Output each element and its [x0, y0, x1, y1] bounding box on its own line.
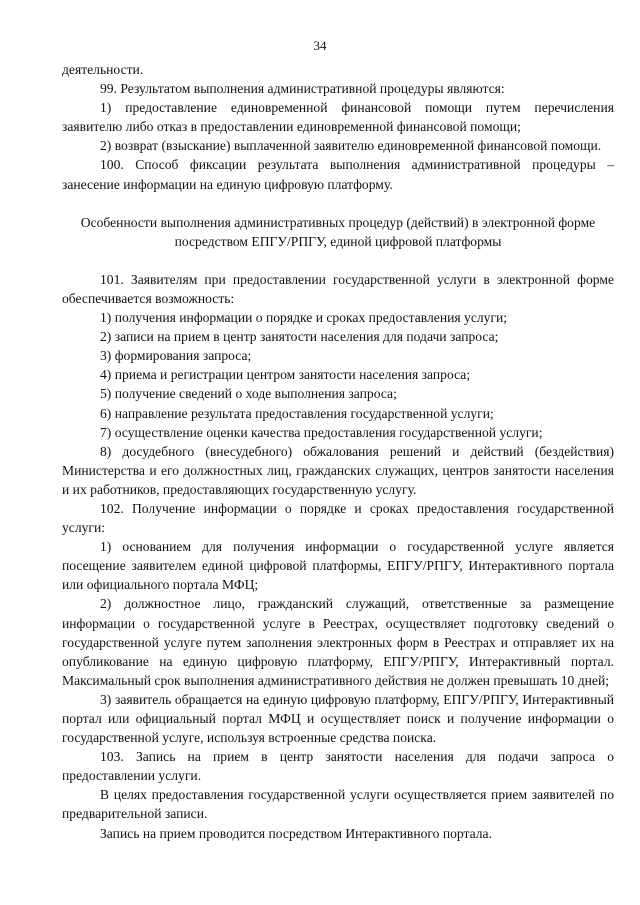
paragraph: 100. Способ фиксации результата выполнения административной процедуры – занесение информации на единую цифровую платформу.	[62, 157, 614, 192]
paragraph: 2) возврат (взыскание) выплаченной заявителю единовременной финансовой помощи.	[100, 138, 602, 154]
list-item: 8) досудебного (внесудебного) обжалования решений и действий (бездействия) Министерства и его должностных лиц, гражданских служащих, центров занятости населения и их работников, предоставляющих государственную услугу.	[62, 443, 614, 497]
list-item: 3) формирования запроса;	[100, 348, 252, 364]
list-item: 7) осуществление оценки качества предоставления государственной услуги;	[100, 424, 543, 440]
list-item: 2) записи на прием в центр занятости населения для подачи запроса;	[100, 329, 499, 345]
list-item: 3) заявитель обращается на единую цифровую платформу, ЕПГУ/РПГУ, Интерактивный портал или официальный портал МФЦ и осуществляет поиск и получение информации о государственной услуге, используя встроенные средства поиска.	[62, 691, 614, 746]
section-heading: Особенности выполнения административных процедур (действий) в электронной форме посредством ЕПГУ/РПГУ, единой цифровой платформы	[80, 214, 596, 249]
list-item: 1) основанием для получения информации о государственной услуге является посещение заявителем единой цифровой платформы, ЕПГУ/РПГУ, Интерактивного портала или официального портала МФЦ;	[62, 539, 614, 593]
list-item: 1) получения информации о порядке и сроках предоставления услуги;	[100, 310, 508, 326]
paragraph: деятельности.	[62, 62, 144, 77]
list-item: 5) получение сведений о ходе выполнения запроса;	[100, 386, 397, 402]
paragraph: В целях предоставления государственной услуги осуществляется прием заявителей по предварительной записи.	[62, 787, 614, 822]
page-number: 34	[313, 38, 327, 53]
paragraph: 103. Запись на прием в центр занятости населения для подачи запроса о предоставлении услуги.	[62, 749, 614, 784]
paragraph: 99. Результатом выполнения административной процедуры являются:	[100, 81, 505, 97]
paragraph: 101. Заявителям при предоставлении государственной услуги в электронной форме обеспечивается возможность:	[62, 271, 614, 306]
list-item: 2) должностное лицо, гражданский служащий, ответственные за размещение информации о государственной услуге в Реестрах, осуществляет подготовку сведений о государственной услуге путем заполнения электронных форм в Реестрах и отправляет их на опубликование на единую цифровую платформу, ЕПГУ/РПГУ, Интерактивный портал. Максимальный срок выполнения административного действия не должен превышать 10 дней;	[62, 596, 614, 688]
paragraph: 1) предоставление единовременной финансовой помощи путем перечисления заявителю либо отказ в предоставлении единовременной финансовой помощи;	[62, 100, 614, 135]
document-body	[62, 60, 614, 843]
paragraph: 102. Получение информации о порядке и сроках предоставления государственной услуги:	[62, 500, 614, 536]
list-item: 4) приема и регистрации центром занятости населения запроса;	[100, 367, 471, 383]
list-item: 6) направление результата предоставления государственной услуги;	[100, 405, 494, 421]
paragraph: Запись на прием проводится посредством Интерактивного портала.	[100, 825, 492, 841]
